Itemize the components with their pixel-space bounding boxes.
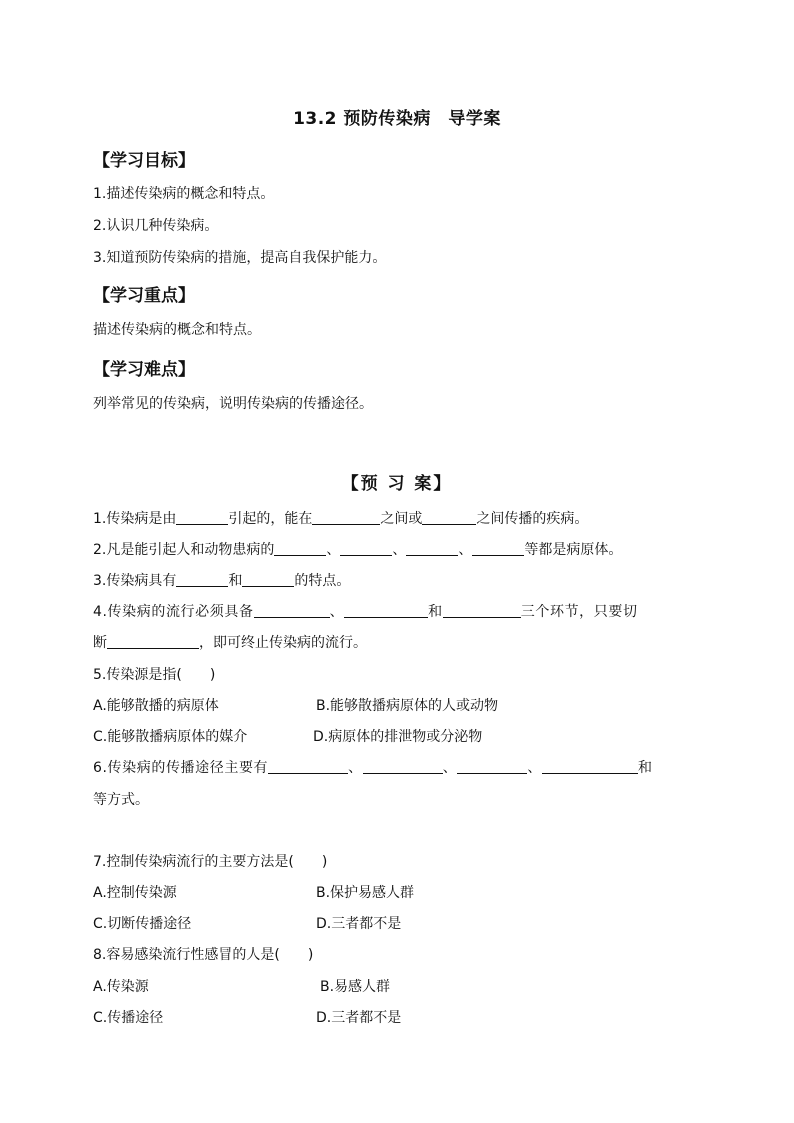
option-d[interactable]: D.三者都不是 [316,916,402,932]
question-6-continued: 等方式。 [93,792,149,808]
question-3: 3.传染病具有 和 的特点。 [93,573,351,589]
section-heading-goals: 【学习目标】 [93,151,195,171]
answer-blank[interactable] [176,572,228,587]
answer-blank[interactable] [242,572,294,587]
key-point-text: 描述传染病的概念和特点。 [93,322,261,338]
answer-blank[interactable] [107,634,199,649]
preview-heading: 【预 习 案】 [341,474,453,494]
question-1: 1.传染病是由 引起的，能在 之间或 之间传播的疾病。 [93,511,589,527]
answer-blank[interactable] [340,541,392,556]
option-b[interactable]: B.易感人群 [320,979,391,995]
question-8: 8.容易感染流行性感冒的人是( ) [93,947,314,963]
section-heading-difficulties: 【学习难点】 [93,360,195,380]
answer-blank[interactable] [457,759,527,774]
answer-blank[interactable] [176,510,228,525]
question-7: 7.控制传染病流行的主要方法是( ) [93,854,328,870]
question-6: 6.传染病的传播途径主要有 、 、 、 和 [93,760,653,776]
answer-blank[interactable] [472,541,524,556]
question-4: 4.传染病的流行必须具备 、 和 三个环节，只要切 [93,604,638,620]
option-a[interactable]: A.控制传染源 [93,885,177,901]
goal-item: 1.描述传染病的概念和特点。 [93,186,275,202]
option-c[interactable]: C.切断传播途径 [93,916,192,932]
option-b[interactable]: B.能够散播病原体的人或动物 [316,698,499,714]
question-5: 5.传染源是指( ) [93,667,216,683]
answer-blank[interactable] [274,541,326,556]
option-c[interactable]: C.能够散播病原体的媒介 [93,729,248,745]
answer-blank[interactable] [542,759,638,774]
answer-blank[interactable] [254,603,330,618]
difficulty-text: 列举常见的传染病，说明传染病的传播途径。 [93,396,373,412]
option-c[interactable]: C.传播途径 [93,1010,164,1026]
answer-blank[interactable] [406,541,458,556]
page-title: 13.2 预防传染病 导学案 [293,109,501,129]
option-d[interactable]: D.三者都不是 [316,1010,402,1026]
answer-blank[interactable] [312,510,380,525]
section-heading-key-points: 【学习重点】 [93,286,195,306]
question-4-continued: 断 ，即可终止传染病的流行。 [93,635,367,651]
answer-blank[interactable] [363,759,443,774]
option-a[interactable]: A.传染源 [93,979,149,995]
option-a[interactable]: A.能够散播的病原体 [93,698,219,714]
answer-blank[interactable] [443,603,521,618]
goal-item: 2.认识几种传染病。 [93,218,219,234]
question-2: 2.凡是能引起人和动物患病的 、 、 、 等都是病原体。 [93,542,623,558]
option-b[interactable]: B.保护易感人群 [316,885,415,901]
answer-blank[interactable] [344,603,428,618]
goal-item: 3.知道预防传染病的措施，提高自我保护能力。 [93,250,387,266]
answer-blank[interactable] [422,510,476,525]
option-d[interactable]: D.病原体的排泄物或分泌物 [313,729,483,745]
answer-blank[interactable] [268,759,348,774]
